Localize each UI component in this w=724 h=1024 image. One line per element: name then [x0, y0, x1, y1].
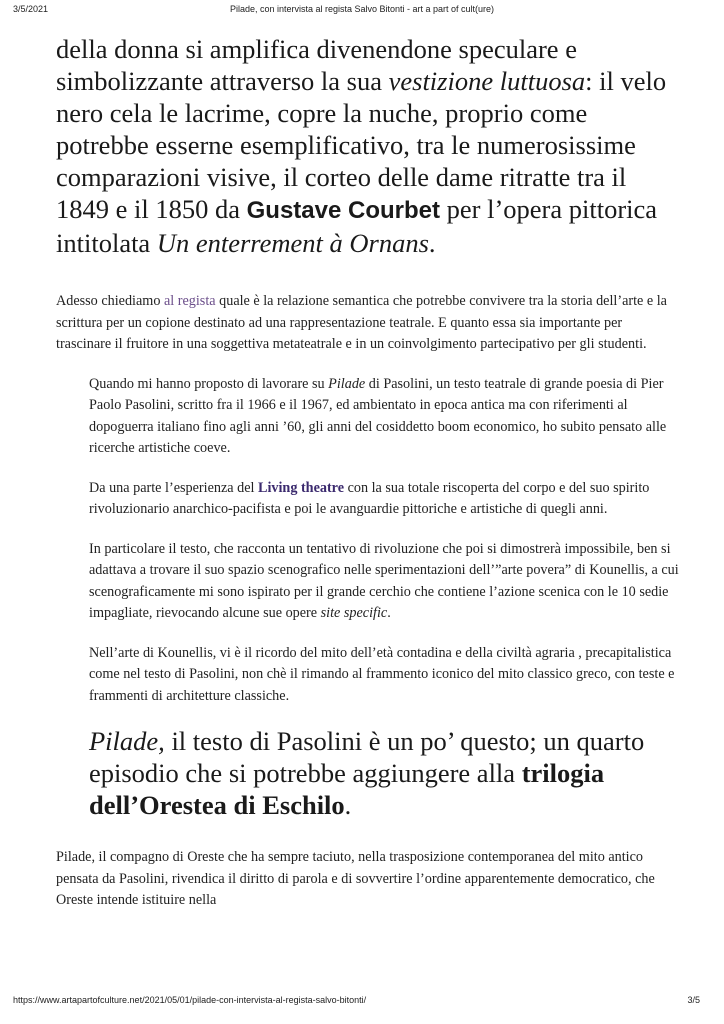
- pull-quote-courbet: [56, 33, 678, 259]
- paragraph-text: .: [387, 605, 391, 621]
- print-page-title: Pilade, con intervista al regista Salvo Bitonti - art a part of cult(ure): [229, 4, 495, 14]
- print-page-number: 3/5: [687, 995, 700, 1005]
- quote-play-title: Pilade,: [89, 726, 165, 756]
- quote-emphasis: vestizione luttuosa: [388, 66, 586, 96]
- quote-text: per l’opera pittorica intitolata: [56, 194, 658, 258]
- quote-artist-name: Gustave Courbet: [246, 197, 440, 224]
- director-answer: [89, 374, 681, 708]
- quote-text: .: [428, 228, 436, 258]
- interview-question: [56, 291, 678, 356]
- pull-quote-orestea: [89, 725, 679, 821]
- paragraph-text: In particolare il testo, che racconta un tentativo di rivoluzione che poi si dimostrerà impossibile, ben si adattava a trovare il suo spazio scenografico nelle sperimentazioni dell’”arte povera” di Kounellis, a cui scenograficamente mi sono ispirato per il grande cerchio che contiene l’azione scenica con le 10 sedie impagliate, rievocando alcune sue opere: [89, 540, 679, 621]
- quote-text: della donna si amplifica divenendone speculare e simbolizzante attraverso la sua: [56, 34, 577, 96]
- print-footer: [0, 995, 724, 1009]
- paragraph-text: con la sua totale riscoperta del corpo e del suo spirito rivoluzionario anarchico-pacifista e poi le avanguardie pittoriche e artistiche di quegli anni.: [89, 479, 650, 517]
- paragraph-text: Adesso chiediamo: [56, 293, 164, 309]
- quote-text: il testo di Pasolini è un po’ questo; un quarto episodio che si potrebbe aggiungere alla: [89, 726, 645, 788]
- emphasis-text: site specific: [320, 605, 388, 621]
- article-body: [56, 33, 678, 930]
- paragraph-text: quale è la relazione semantica che potrebbe convivere tra la storia dell’arte e la scrittura per un copione destinato ad una rappresentazione teatrale. E quanto essa sia importante per trascinare il fruitore in una soggettiva metateatrale e in un coinvolgimento partecipativo per gli studenti.: [56, 293, 667, 352]
- quote-text: : il velo nero cela le lacrime, copre la nuche, proprio come potrebbe esserne esemplificativo, tra le numerosissime comparazioni visive, il corteo delle dame ritratte tra il 1849 e il 1850 da: [56, 66, 667, 224]
- paragraph-text: Da una parte l’esperienza del: [89, 479, 258, 496]
- answer-paragraph-1: [89, 374, 681, 460]
- print-header: [0, 4, 724, 18]
- quote-text: .: [344, 790, 352, 820]
- play-title: Pilade: [328, 375, 366, 392]
- paragraph-text: di Pasolini, un testo teatrale di grande poesia di Pier Paolo Pasolini, scritto fra il 1966 e il 1967, ed ambientato in epoca antica ma con riferimenti al dopoguerra italiano fino agli anni ’60, gli anni del cosiddetto boom economico, ho subito pensato alle ricerche artistiche coeve.: [89, 375, 667, 456]
- answer-paragraph-2: [89, 478, 681, 521]
- paragraph-text: Quando mi hanno proposto di lavorare su: [89, 375, 329, 392]
- answer-paragraph-3: [89, 539, 681, 625]
- al-regista-link[interactable]: al regista: [163, 293, 216, 309]
- answer-paragraph-4: Nell’arte di Kounellis, vi è il ricordo del mito dell’età contadina e della civiltà agraria , precapitalistica come nel testo di Pasolini, non chè il rimando al frammento iconico del mito classico greco, con teste e frammenti di architetture classiche.: [89, 644, 675, 704]
- closing-paragraph: Pilade, il compagno di Oreste che ha sempre taciuto, nella trasposizione contemporanea del mito antico pensata da Pasolini, rivendica il diritto di parola e di sovvertire l’ordine apparentemente democratico, che Oreste intende istituire nella: [56, 849, 655, 908]
- living-theatre-link[interactable]: Living theatre: [257, 479, 345, 496]
- quote-artwork-title: Un enterrement à Ornans: [156, 228, 429, 258]
- quote-trilogy-title: trilogia dell’Orestea di Eschilo: [89, 758, 605, 820]
- print-date: 3/5/2021: [13, 4, 49, 14]
- print-url: https://www.artapartofculture.net/2021/05/01/pilade-con-intervista-al-regista-salvo-bitonti/: [13, 995, 367, 1005]
